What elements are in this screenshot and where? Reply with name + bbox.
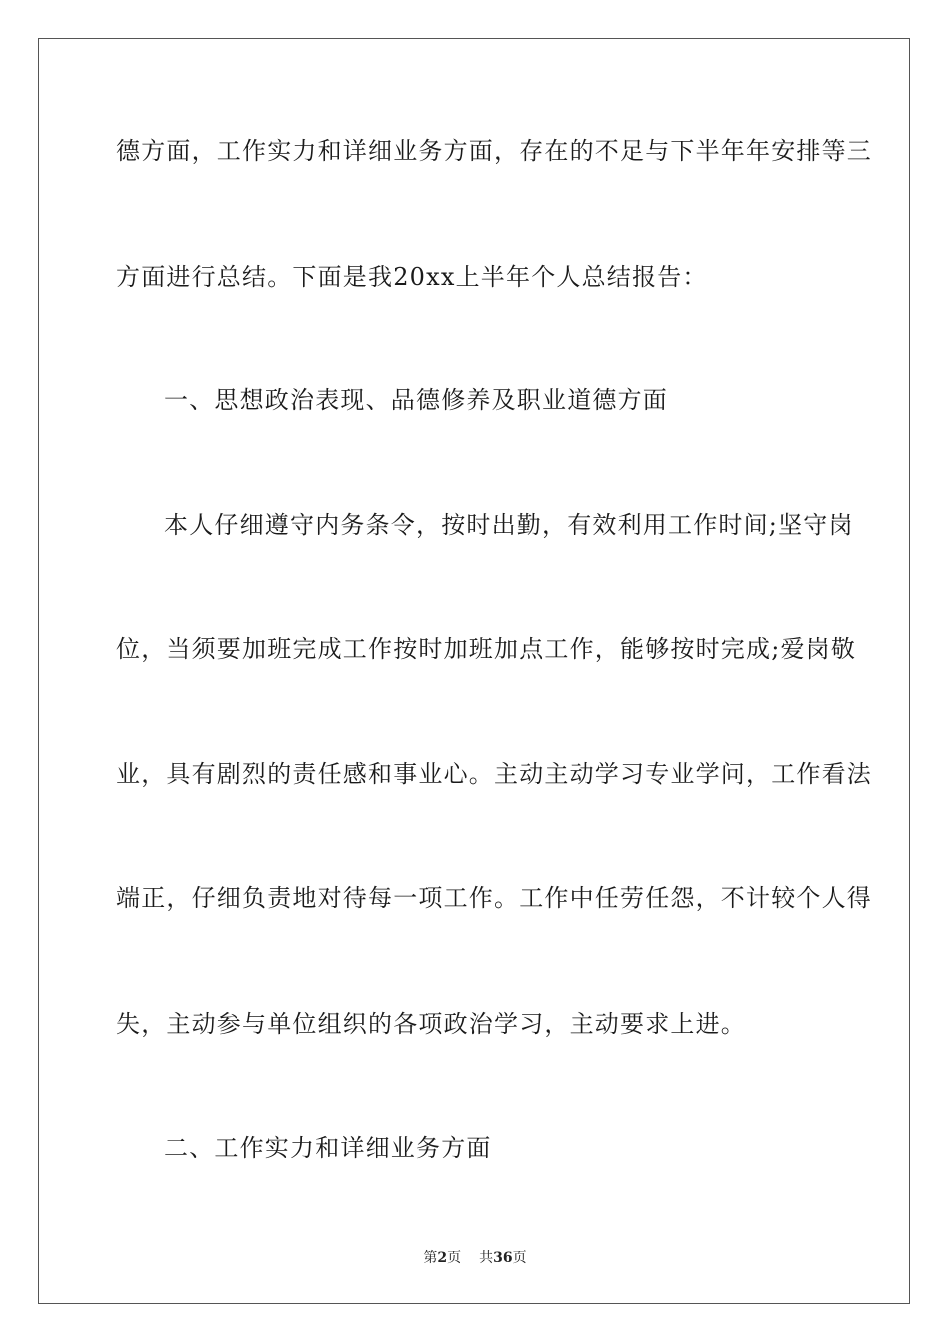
paragraph-line-1: 本人仔细遵守内务条令，按时出勤，有效利用工作时间;坚守岗 bbox=[164, 511, 854, 539]
page-footer bbox=[0, 1248, 950, 1268]
paragraph-line-3: 业，具有剧烈的责任感和事业心。主动主动学习专业学问，工作看法 bbox=[116, 760, 872, 788]
section-heading-2: 二、工作实力和详细业务方面 bbox=[164, 1134, 492, 1162]
section-heading-1: 一、思想政治表现、品德修养及职业道德方面 bbox=[164, 386, 668, 414]
page-total: 36 bbox=[493, 1250, 513, 1266]
page-prefix: 第 bbox=[423, 1250, 438, 1266]
body-line-1: 德方面，工作实力和详细业务方面，存在的不足与下半年年安排等三 bbox=[116, 137, 872, 165]
total-prefix: 共 bbox=[479, 1250, 494, 1266]
paragraph-line-5: 失，主动参与单位组织的各项政治学习，主动要求上进。 bbox=[116, 1010, 746, 1038]
page-current: 2 bbox=[437, 1250, 448, 1266]
paragraph-line-4: 端正，仔细负责地对待每一项工作。工作中任劳任怨，不计较个人得 bbox=[116, 884, 872, 912]
paragraph-line-2: 位，当须要加班完成工作按时加班加点工作，能够按时完成;爱岗敬 bbox=[116, 635, 857, 663]
page-frame bbox=[38, 38, 910, 1304]
page-unit: 页 bbox=[447, 1250, 462, 1266]
body-line-2: 方面进行总结。下面是我20xx上半年个人总结报告： bbox=[116, 263, 708, 291]
total-unit: 页 bbox=[512, 1250, 527, 1266]
